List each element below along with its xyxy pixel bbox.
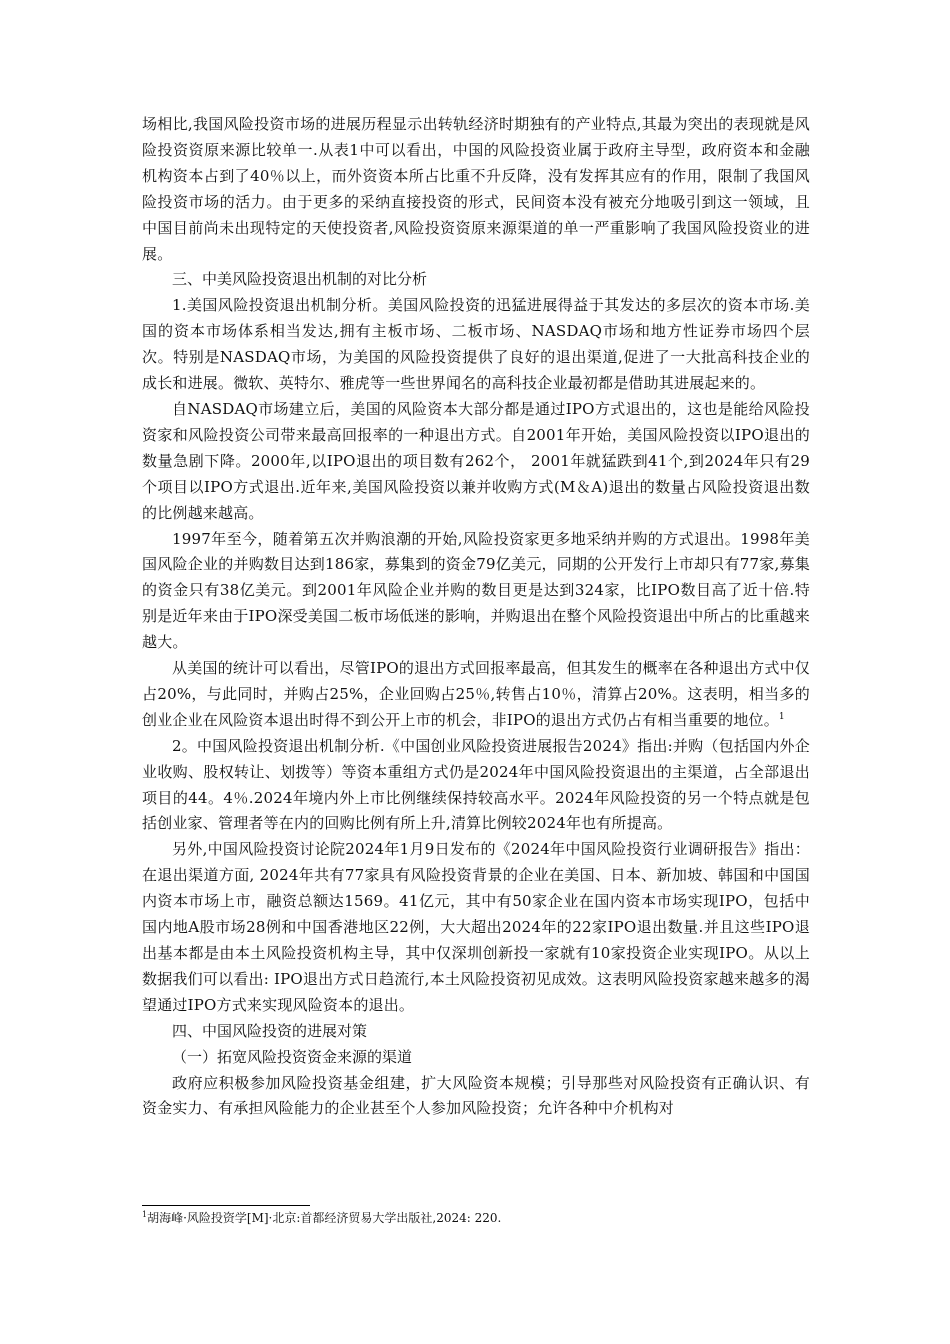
section-heading-4: 四、中国风险投资的进展对策 (172, 1021, 368, 1040)
footnote-reference: 1 (778, 711, 785, 722)
page-body (142, 112, 810, 1122)
paragraph-mergers-1997: 1997年至今，随着第五次并购浪潮的开始,风险投资家更多地采纳并购的方式退出。1998年美国风险企业的并购数目达到186家，募集到的资金79亿美元，同期的公开发行上市却只有77家,募集的资金只有38亿美元。到2001年风险企业并购的数目更是达到324家，比IPO数目高了近十倍.特别是近年来由于IPO深受美国二板市场低迷的影响，并购退出在整个风险投资退出中所占的比重越来越大。 (142, 529, 810, 652)
paragraph-us-statistics (142, 656, 810, 734)
footnote-text: 胡海峰·风险投资学[M]·北京:首都经济贸易大学出版社,2024: 220. (147, 1211, 502, 1225)
paragraph-government-funding: 政府应积极参加风险投资基金组建，扩大风险资本规模；引导那些对风险投资有正确认识、有资金实力、有承担风险能力的企业甚至个人参加风险投资；允许各种中介机构对 (142, 1073, 810, 1118)
section-heading-3: 三、中美风险投资退出机制的对比分析 (172, 270, 428, 289)
paragraph-china-research-report: 另外,中国风险投资讨论院2024年1月9日发布的《2024年中国风险投资行业调研报告》指出：在退出渠道方面, 2024年共有77家具有风险投资背景的企业在美国、日本、新加坡、韩国和中国国内资本市场上市，融资总额达1569。41亿元，其中有50家企业在国内资本市场实现IPO，包括中国内地A股市场28例和中国香港地区22例，大大超出2024年的22家IPO退出数量.并且这些IPO退出基本都是由本土风险投资机构主导，其中仅深圳创新投一家就有10家投资企业实现IPO。从以上数据我们可以看出: IPO退出方式日趋流行,本土风险投资初见成效。这表明风险投资家越来越多的渴望通过IPO方式来实现风险资本的退出。 (142, 840, 810, 1014)
paragraph-us-exit-mechanism: 1.美国风险投资退出机制分析。美国风险投资的迅猛进展得益于其发达的多层次的资本市场.美国的资本市场体系相当发达,拥有主板市场、二板市场、NASDAQ市场和地方性证券市场四个层次。特别是NASDAQ市场，为美国的风险投资提供了良好的退出渠道,促进了一大批高科技企业的成长和进展。微软、英特尔、雅虎等一些世界闻名的高科技企业最初都是借助其进展起来的。 (142, 296, 810, 393)
paragraph-nasdaq-ipo: 自NASDAQ市场建立后，美国的风险资本大部分都是通过IPO方式退出的，这也是能给风险投资家和风险投资公司带来最高回报率的一种退出方式。自2001年开始，美国风险投资以IPO退出的数量急剧下降。2000年,以IPO退出的项目数有262个， 2001年就猛跌到41个,到2024年只有29个项目以IPO方式退出.近年来,美国风险投资以兼并收购方式(M＆A)退出的数量占风险投资退出数的比例越来越高。 (142, 399, 810, 522)
paragraph-us-statistics-text: 从美国的统计可以看出，尽管IPO的退出方式回报率最高，但其发生的概率在各种退出方式中仅占20%，与此同时，并购占25%，企业回购占25％,转售占10％，清算占20%。这表明，相当多的创业企业在风险资本退出时得不到公开上市的机会，非IPO的退出方式仍占有相当重要的地位。 (142, 659, 810, 729)
subsection-heading-1: （一）拓宽风险投资资金来源的渠道 (172, 1047, 413, 1066)
footnote (142, 1210, 810, 1226)
footnote-divider (142, 1205, 310, 1206)
paragraph-china-exit-mechanism: 2。中国风险投资退出机制分析.《中国创业风险投资进展报告2024》指出:并购（包括国内外企业收购、股权转让、划拨等）等资本重组方式仍是2024年中国风险投资退出的主渠道，占全部退出项目的44。4％.2024年境内外上市比例继续保持较高水平。2024年风险投资的另一个特点就是包括创业家、管理者等在内的回购比例有所上升,清算比例较2024年也有所提高。 (142, 736, 810, 833)
paragraph-continuation: 场相比,我国风险投资市场的进展历程显示出转轨经济时期独有的产业特点,其最为突出的表现就是风险投资资原来源比较单一.从表1中可以看出，中国的风险投资业属于政府主导型，政府资本和金融机构资本占到了40％以上，而外资资本所占比重不升反降，没有发挥其应有的作用，限制了我国风险投资市场的活力。由于更多的采纳直接投资的形式，民间资本没有被充分地吸引到这一领域，且中国目前尚未出现特定的天使投资者,风险投资资原来源渠道的单一严重影响了我国风险投资业的进展。 (142, 115, 810, 263)
footnote-mark: 1 (142, 1210, 148, 1219)
